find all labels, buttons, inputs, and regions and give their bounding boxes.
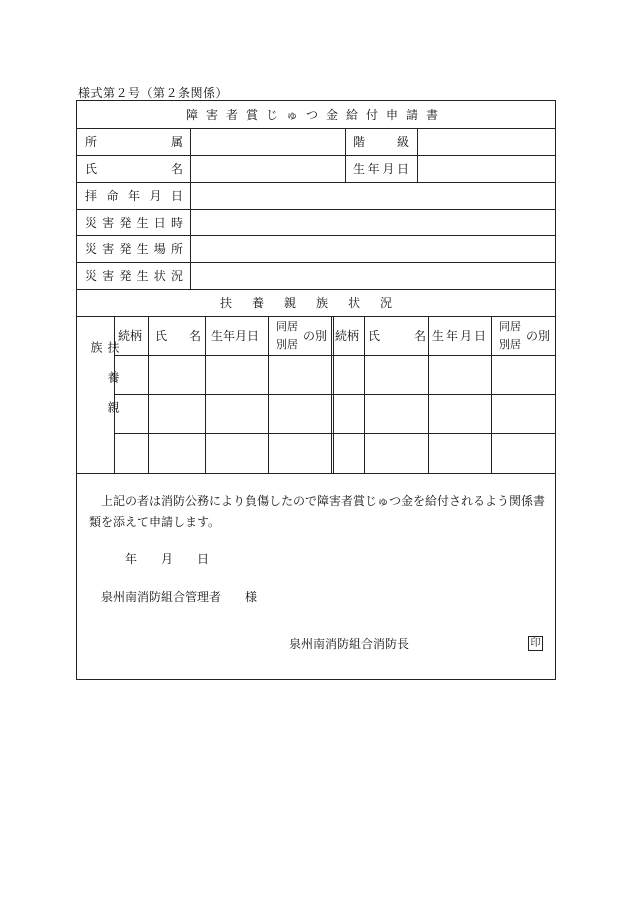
dependents-side-label: 扶養親族 bbox=[89, 341, 120, 431]
rank-label: 階 級 bbox=[353, 135, 409, 149]
birthdate-label: 生 年 月 日 bbox=[353, 162, 409, 176]
seal-stamp-box: 印 bbox=[528, 636, 543, 651]
name-header-a-2: 氏 bbox=[368, 329, 381, 343]
declaration-line-2: 類を添えて申請します。 bbox=[89, 515, 221, 529]
date-month: 月 bbox=[161, 552, 174, 566]
form-number-label: 様式第２号（第２条関係） bbox=[78, 86, 229, 100]
name-header-b-2: 名 bbox=[414, 329, 427, 343]
cohab-header-top: 同居 bbox=[276, 320, 298, 333]
name-header-b: 名 bbox=[189, 329, 202, 343]
accident-datetime-label: 災 害 発 生 日 時 bbox=[85, 216, 183, 230]
affiliation-label: 所 属 bbox=[85, 135, 183, 149]
date-day: 日 bbox=[197, 552, 210, 566]
birth-header: 生年月日 bbox=[211, 329, 260, 343]
cohab-header-suffix-2: の別 bbox=[526, 329, 551, 343]
accident-place-label: 災 害 発 生 場 所 bbox=[85, 242, 183, 256]
cohab-header-suffix: の別 bbox=[303, 329, 328, 343]
cohab-header-bottom-2: 別居 bbox=[499, 338, 521, 351]
dependents-section-title: 扶養親族状況 bbox=[219, 296, 412, 310]
application-form bbox=[76, 100, 556, 680]
date-year: 年 bbox=[125, 552, 138, 566]
appointment-date-label: 拝 命 年 月 日 bbox=[85, 189, 183, 203]
applicant-title: 泉州南消防組合消防長 bbox=[289, 637, 410, 651]
name-label: 氏 名 bbox=[85, 162, 183, 176]
cohab-header-top-2: 同居 bbox=[499, 320, 521, 333]
relation-header: 続柄 bbox=[118, 329, 143, 343]
declaration-line-1: 上記の者は消防公務により負傷したので障害者賞じゅつ金を給付されるよう関係書 bbox=[101, 494, 546, 508]
addressee: 泉州南消防組合管理者 様 bbox=[101, 590, 258, 604]
cohab-header-bottom: 別居 bbox=[276, 338, 298, 351]
name-header-a: 氏 bbox=[155, 329, 168, 343]
birth-header-2: 生年月日 bbox=[432, 329, 489, 343]
relation-header-2: 続柄 bbox=[335, 329, 360, 343]
accident-situation-label: 災 害 発 生 状 況 bbox=[85, 269, 183, 283]
form-title: 障害者賞じゅつ金給付申請書 bbox=[185, 108, 446, 122]
